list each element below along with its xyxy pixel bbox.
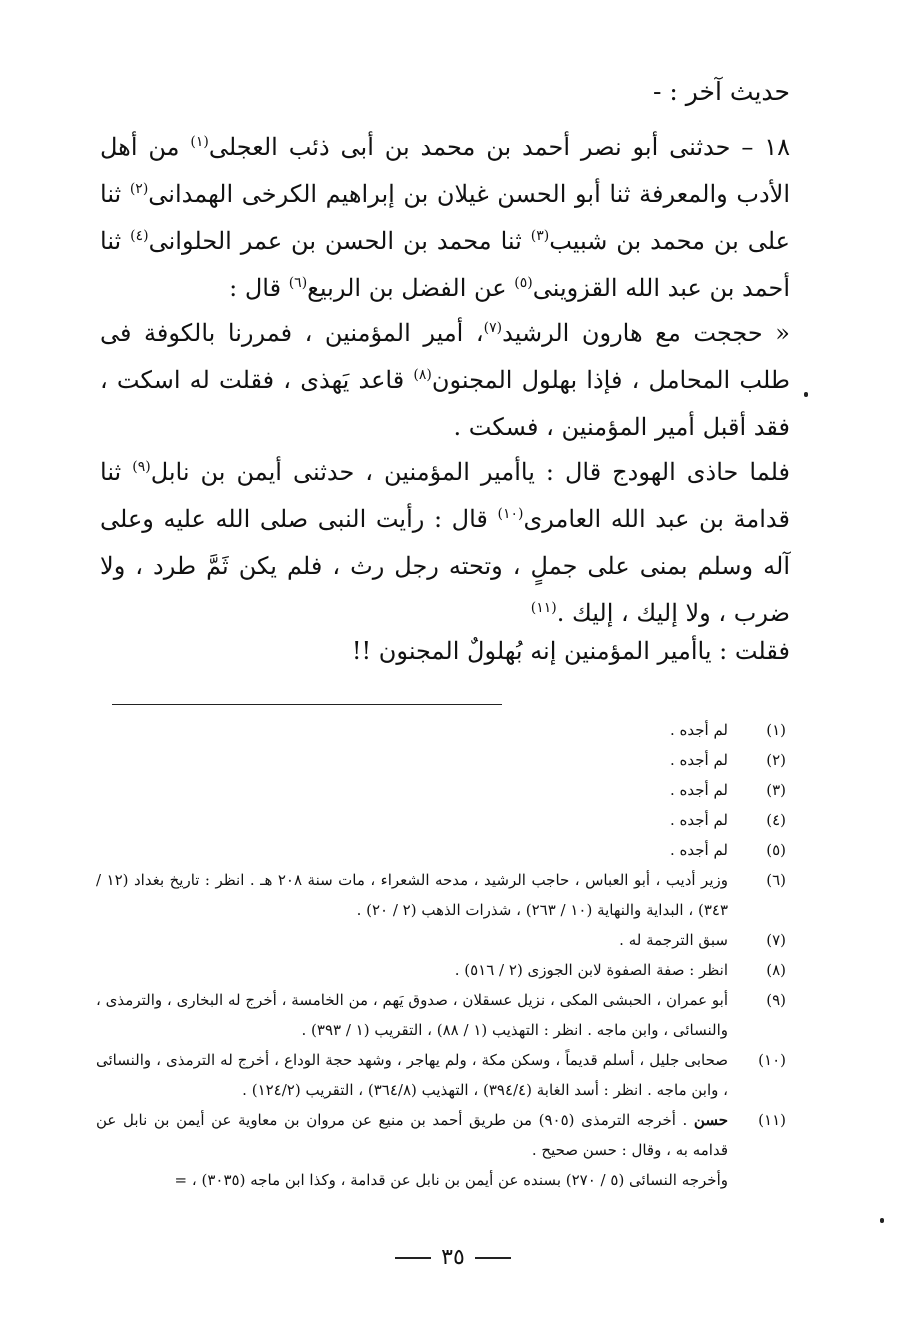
- footnote-item: [96, 775, 786, 805]
- narration-paragraph: [100, 310, 790, 451]
- text-run: قال : رأيت النبى صلى الله عليه وعلى آله وسلم بمنى على جملٍ ، وتحته رجل رث ، فلم يكن ثَمَّ طرد ، ولا ضرب ، ولا إليك ، إليك .: [100, 505, 790, 627]
- footnote-text: انظر : صفة الصفوة لابن الجوزى (٢ / ٥١٦) .: [454, 961, 728, 979]
- footnote-ref: (٤): [130, 228, 149, 244]
- hadith-isnad-paragraph: [100, 124, 790, 312]
- grading-label: حسن: [693, 1111, 728, 1129]
- page-number-value: ٣٥: [441, 1245, 465, 1270]
- footnote-ref: (١١): [530, 600, 557, 616]
- text-run: قال :: [229, 274, 289, 302]
- text-run: ثنا على بن محمد بن شبيب: [100, 180, 790, 255]
- footnote-divider: [112, 704, 502, 705]
- closing-paragraph: فقلت : ياأمير المؤمنين إنه بُهلولٌ المجنون !!: [351, 637, 790, 665]
- scan-speck: [804, 392, 808, 397]
- footnote-item: [96, 745, 786, 775]
- footnote-text: صحابى جليل ، أسلم قديماً ، وسكن مكة ، ولم يهاجر ، وشهد حجة الوداع ، أخرج له الترمذى ، والنسائى ، وابن ماجه . انظر : أسد الغابة (٣٩٤/٤) ، التهذيب (٣٦٤/٨) ، التقريب (١٢٤/٢) .: [96, 1051, 728, 1099]
- footnote-item: [96, 1165, 786, 1195]
- footnote-text: لم أجده .: [669, 721, 728, 739]
- footnote-number: (٤): [766, 811, 786, 829]
- footnote-number: (١٠): [758, 1051, 786, 1069]
- footnote-text: سبق الترجمة له .: [619, 931, 728, 949]
- footnote-item: [96, 805, 786, 835]
- footnote-ref: (١٠): [497, 506, 524, 522]
- footnote-item: [96, 925, 786, 955]
- footnote-item: [96, 1105, 786, 1165]
- footnote-text: أبو عمران ، الحبشى المكى ، نزيل عسقلان ، صدوق يَهم ، من الخامسة ، أخرج له البخارى ، والترمذى ، والنسائى ، وابن ماجه . انظر : التهذيب (١ / ٨٨) ، التقريب (١ / ٣٩٣) .: [96, 991, 728, 1039]
- footnote-ref: (٧): [483, 320, 503, 336]
- footnote-text: لم أجده .: [669, 751, 728, 769]
- text-run: ثنا محمد بن الحسن بن عمر الحلوانى: [148, 227, 531, 255]
- footnote-item: [96, 955, 786, 985]
- footnote-number: (٥): [766, 841, 786, 859]
- text-run: عن الفضل بن الربيع: [307, 274, 515, 302]
- footnote-text-run: . أخرجه الترمذى (٩٠٥) من طريق أحمد بن منيع عن مروان بن معاوية عن أيمن بن نابل عن قدامه به ، وقال : حسن صحيح .: [96, 1111, 728, 1159]
- footnote-text: وأخرجه النسائى (٥ / ٢٧٠) بسنده عن أيمن بن نابل عن قدامة ، وكذا ابن ماجه (٣٠٣٥) ، =: [174, 1171, 728, 1189]
- text-run: « حججت مع هارون الرشيد: [502, 319, 790, 347]
- footnote-item: [96, 985, 786, 1045]
- text-run: من أهل الأدب والمعرفة ثنا أبو الحسن غيلان بن إبراهيم الكرخى الهمدانى: [100, 133, 790, 208]
- footnotes-list: [96, 715, 786, 1195]
- footnote-ref: (١): [190, 134, 209, 150]
- footnote-ref: (٣): [530, 228, 550, 244]
- text-run: قاعد يَهذى ، فقلت له اسكت ، فقد أقبل أمير المؤمنين ، فسكت .: [100, 366, 790, 441]
- page-number-dash: [395, 1257, 431, 1259]
- footnote-ref: (٨): [413, 367, 432, 383]
- footnote-item: [96, 715, 786, 745]
- text-run: ثنا قدامة بن عبد الله العامرى: [100, 458, 791, 533]
- text-run: ، أمير المؤمنين ، فمررنا بالكوفة فى طلب المحامل ، فإذا بهلول المجنون: [100, 319, 790, 394]
- footnote-number: (١١): [758, 1111, 786, 1129]
- footnote-item: [96, 835, 786, 865]
- footnote-ref: (٦): [288, 275, 308, 291]
- footnote-number: (٨): [766, 961, 786, 979]
- footnote-text: وزير أديب ، أبو العباس ، حاجب الرشيد ، مدحه الشعراء ، مات سنة ٢٠٨ هـ . انظر : تاريخ بغداد (١٢ / ٣٤٣) ، البداية والنهاية (١٠ / ٢٦٣) ، شذرات الذهب (٢ / ٢٠) .: [96, 871, 728, 919]
- footnote-number: [728, 1165, 786, 1195]
- page-number: [0, 1245, 906, 1270]
- footnote-ref: (٩): [132, 459, 151, 475]
- footnote-item: [96, 865, 786, 925]
- footnote-ref: (٥): [514, 275, 533, 291]
- footnote-text: لم أجده .: [669, 841, 728, 859]
- footnote-number: (٣): [766, 781, 786, 799]
- footnote-number: (٩): [766, 991, 786, 1009]
- text-run: ١٨ – حدثنى أبو نصر أحمد بن محمد بن أبى ذئب العجلى: [208, 133, 790, 161]
- footnote-ref: (٢): [129, 181, 149, 197]
- footnote-number: (٢): [766, 751, 786, 769]
- footnote-number: (١): [766, 721, 786, 739]
- footnote-item: [96, 1045, 786, 1105]
- footnote-number: (٧): [766, 931, 786, 949]
- footnote-text: لم أجده .: [669, 781, 728, 799]
- narration-paragraph: [100, 449, 790, 637]
- footnote-number: (٦): [766, 871, 786, 889]
- footnote-text: [96, 1105, 728, 1165]
- text-run: ثنا أحمد بن عبد الله القزوينى: [100, 227, 790, 302]
- page-number-dash: [475, 1257, 511, 1259]
- scan-speck: [880, 1218, 884, 1223]
- section-heading: حديث آخر : -: [653, 77, 790, 106]
- text-run: فلما حاذى الهودج قال : ياأمير المؤمنين ، حدثنى أيمن بن نابل: [150, 458, 790, 486]
- footnote-text: لم أجده .: [669, 811, 728, 829]
